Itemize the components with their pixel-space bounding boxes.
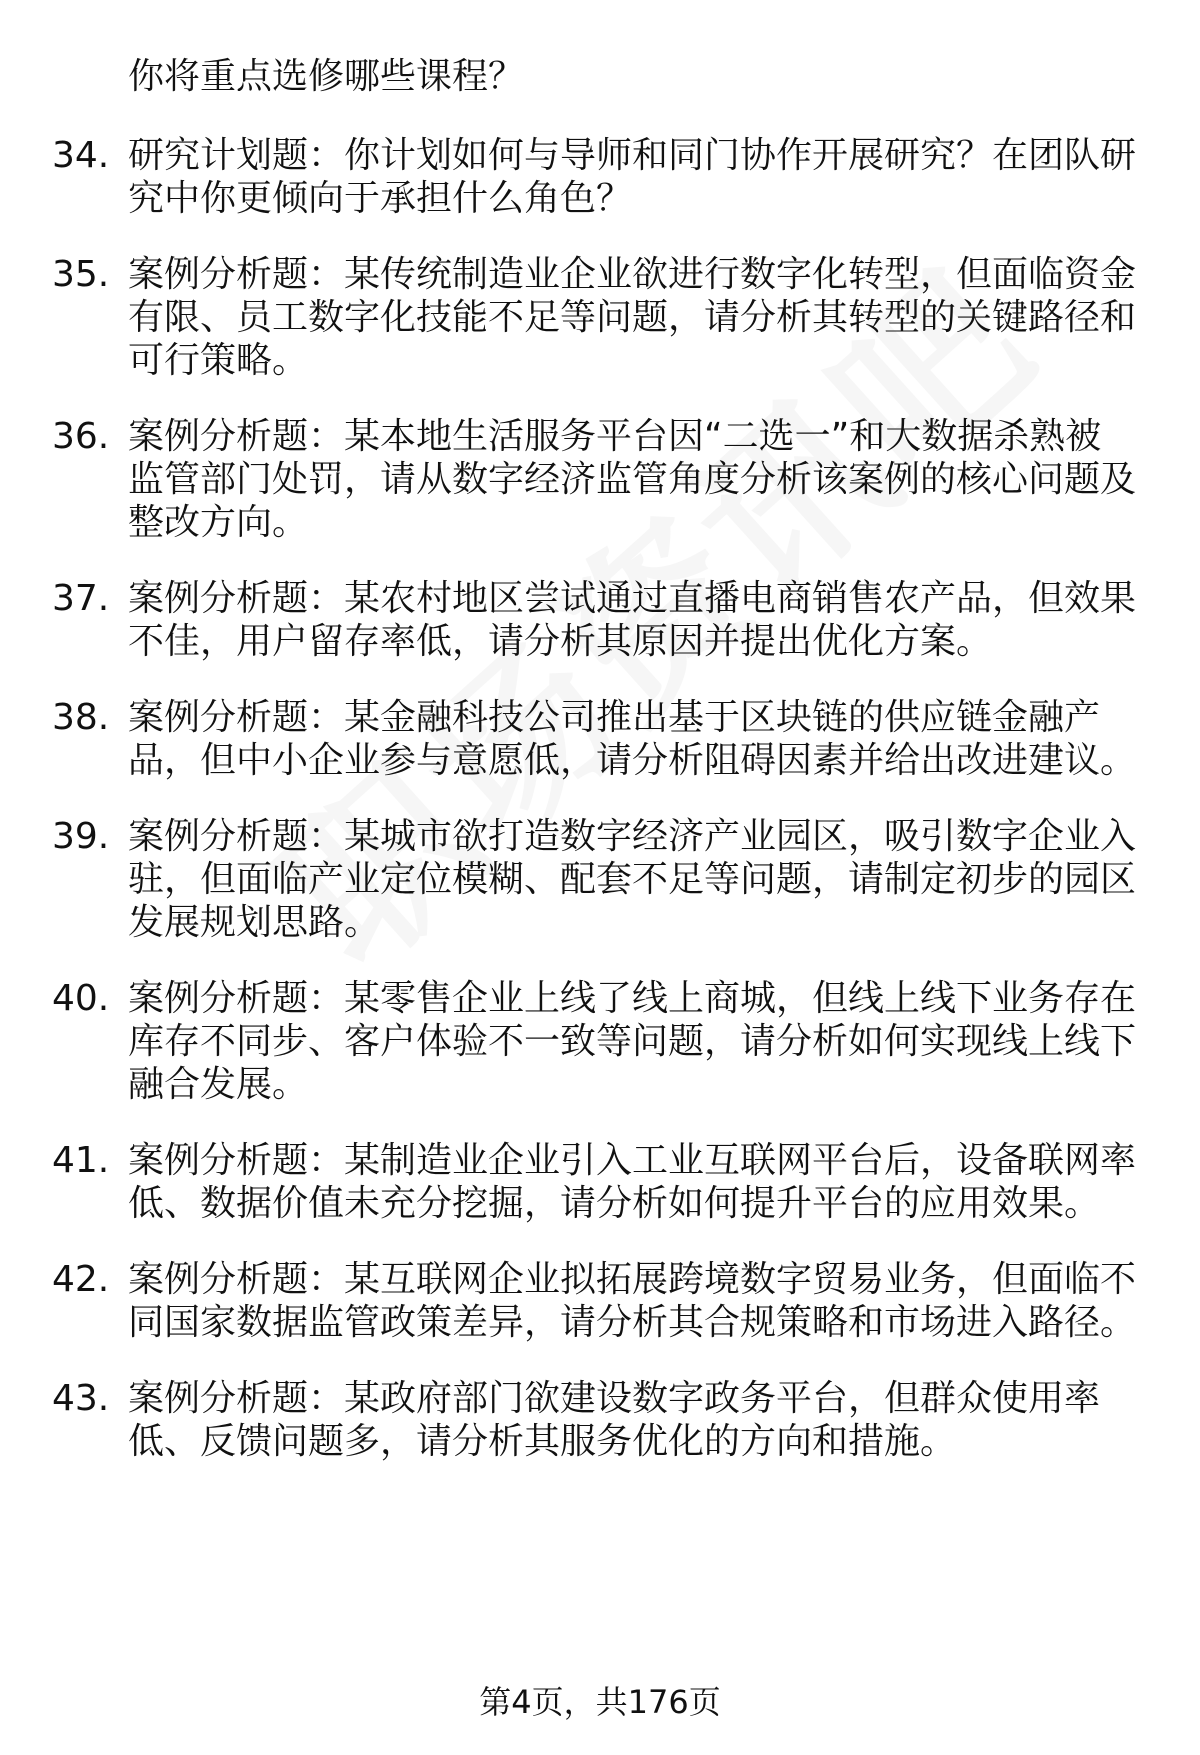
question-line: 发展规划思路。 [128, 902, 381, 943]
question-line: 监管部门处罚，请从数字经济监管角度分析该案例的核心问题及 [128, 459, 1137, 500]
page-footer: 第4页，共176页 [479, 1683, 721, 1721]
question-line: 案例分析题：某农村地区尝试通过直播电商销售农产品，但效果 [128, 578, 1137, 619]
question-line: 案例分析题：某传统制造业企业欲进行数字化转型，但面临资金 [128, 254, 1137, 295]
question-number: 43. [52, 1378, 110, 1419]
question-line: 案例分析题：某本地生活服务平台因“二选一”和大数据杀熟被 [128, 416, 1102, 457]
question-number: 37. [52, 578, 110, 619]
question-number: 40. [52, 978, 110, 1019]
question-line: 案例分析题：某城市欲打造数字经济产业园区，吸引数字企业入 [128, 816, 1137, 857]
question-line: 库存不同步、客户体验不一致等问题，请分析如何实现线上线下 [128, 1021, 1137, 1062]
question-line: 案例分析题：某政府部门欲建设数字政务平台，但群众使用率 [128, 1378, 1101, 1419]
question-line: 整改方向。 [128, 502, 309, 543]
question-line: 低、反馈问题多，请分析其服务优化的方向和措施。 [128, 1421, 957, 1462]
question-number: 39. [52, 816, 110, 857]
question-number: 41. [52, 1140, 110, 1181]
question-continuation-line: 你将重点选修哪些课程？ [128, 56, 525, 97]
question-number: 42. [52, 1259, 110, 1300]
question-line: 低、数据价值未充分挖掘，请分析如何提升平台的应用效果。 [128, 1183, 1101, 1224]
question-number: 36. [52, 416, 110, 457]
question-line: 有限、员工数字化技能不足等问题，请分析其转型的关键路径和 [128, 297, 1137, 338]
question-number: 34. [52, 135, 110, 176]
question-line: 案例分析题：某零售企业上线了线上商城，但线上线下业务存在 [128, 978, 1137, 1019]
question-line: 案例分析题：某制造业企业引入工业互联网平台后，设备联网率 [128, 1140, 1137, 1181]
question-line: 驻，但面临产业定位模糊、配套不足等问题，请制定初步的园区 [128, 859, 1137, 900]
question-line: 融合发展。 [128, 1064, 309, 1105]
question-line: 案例分析题：某金融科技公司推出基于区块链的供应链金融产 [128, 697, 1101, 738]
question-line: 同国家数据监管政策差异，请分析其合规策略和市场进入路径。 [128, 1302, 1137, 1343]
question-line: 研究计划题：你计划如何与导师和同门协作开展研究？在团队研 [128, 135, 1137, 176]
question-number: 38. [52, 697, 110, 738]
question-line: 不佳，用户留存率低，请分析其原因并提出优化方案。 [128, 621, 993, 662]
question-line: 案例分析题：某互联网企业拟拓展跨境数字贸易业务，但面临不 [128, 1259, 1137, 1300]
question-line: 可行策略。 [128, 340, 309, 381]
question-number: 35. [52, 254, 110, 295]
question-line: 究中你更倾向于承担什么角色？ [128, 178, 633, 219]
question-line: 品，但中小企业参与意愿低，请分析阻碍因素并给出改进建议。 [128, 740, 1137, 781]
